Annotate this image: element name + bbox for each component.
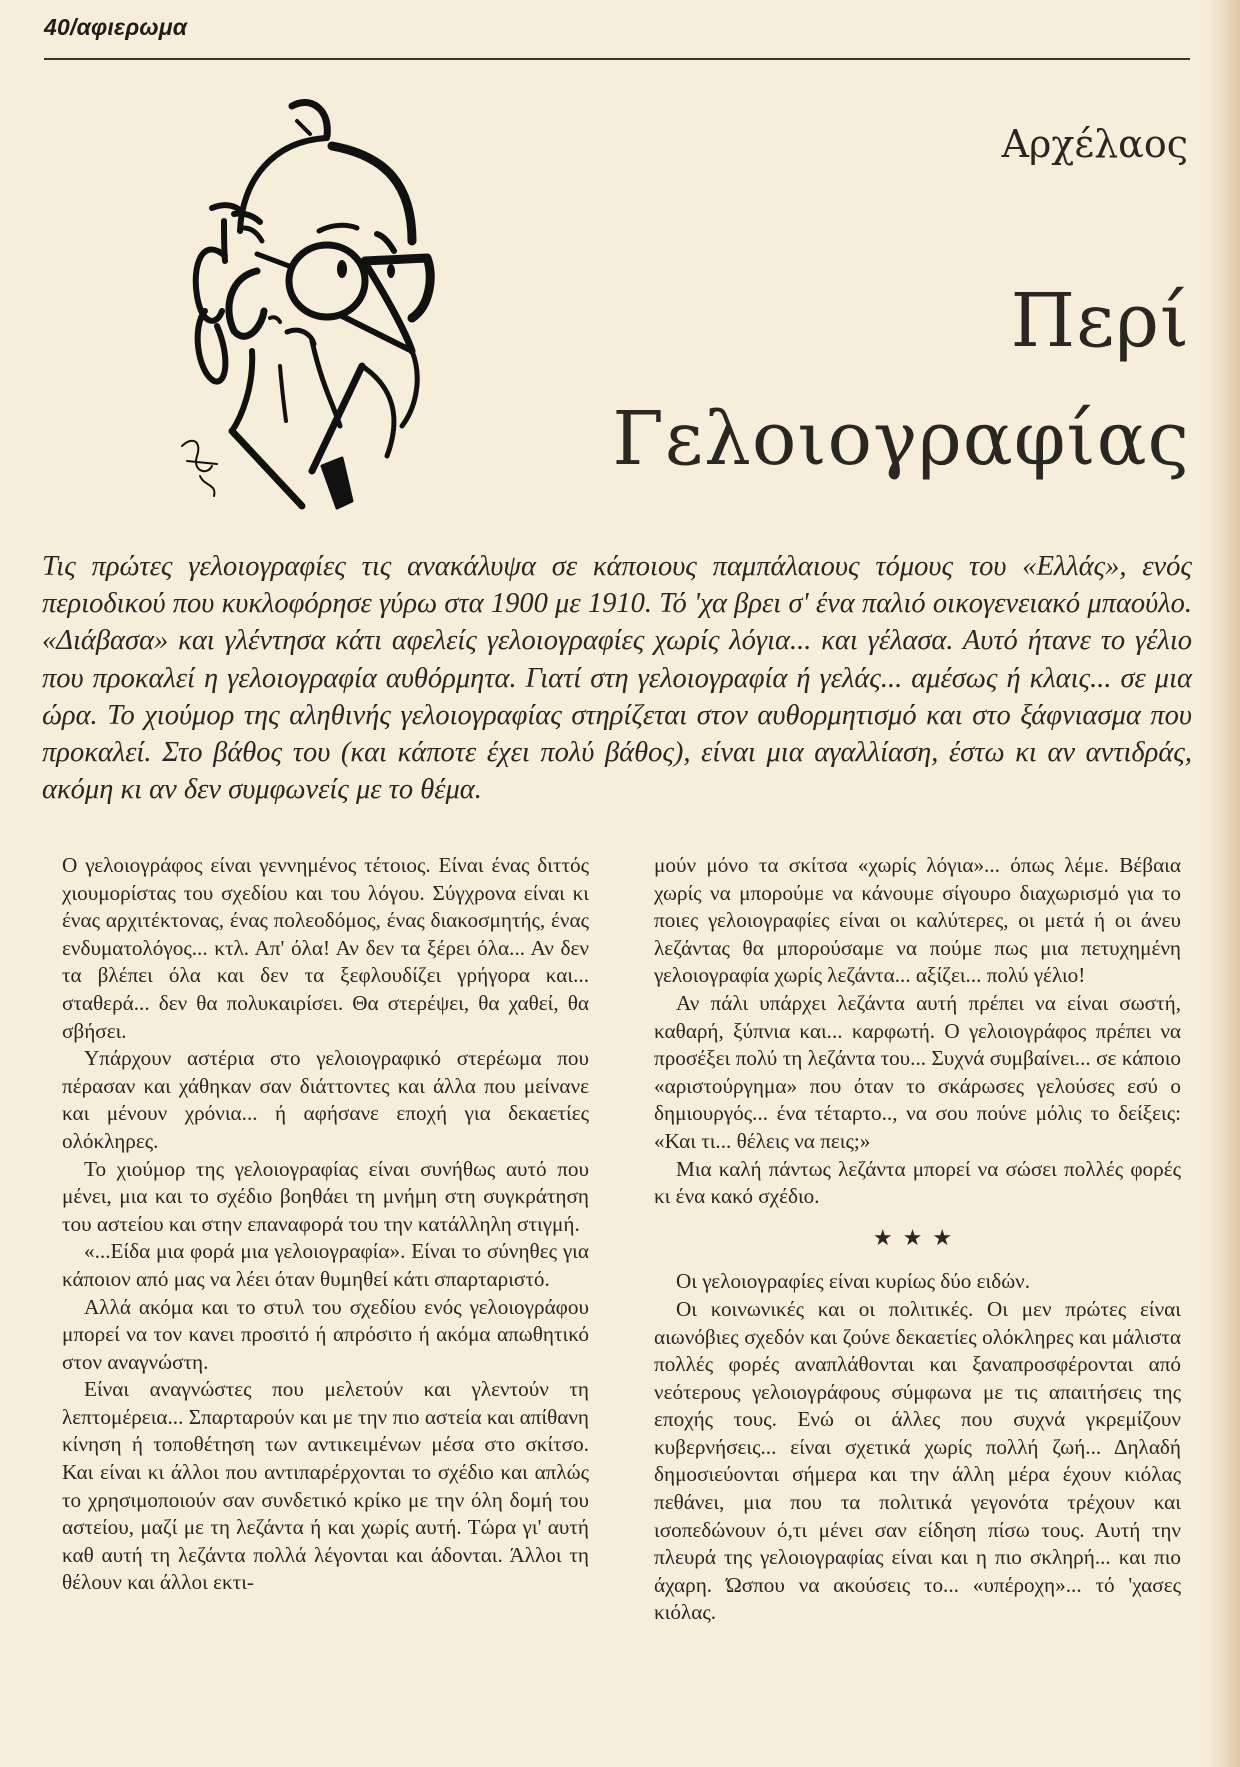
header-rule — [44, 58, 1190, 60]
paragraph: Υπάρχουν αστέρια στο γελοιογραφικό στερέωμα που πέρασαν και χάθηκαν σαν διάττοντες και άλλα που μείνανε και μένουν χρόνια... ή αφήσανε εποχή για δεκαετίες ολόκληρες. — [62, 1046, 589, 1153]
signature-icon — [182, 441, 217, 496]
caricature-illustration — [162, 86, 462, 536]
paragraph: Ο γελοιογράφος είναι γεννημένος τέτοιος. Είναι ένας διττός χιουμορίστας του σχεδίου και του λόγου. Σύγχρονα είναι κι ένας αρχιτέκτονας, ένας πολεοδόμος, ένας διακοσμητής, ένας ενδυματολόγος... κτλ. Απ' όλα! Αν δεν τα ξέρει όλα... Αν δεν τα βλέπει όλα και δεν τα ξεφλουδίζει γρήγορα και... σταθερά... δεν θα πολυκαιρίσει. Θα στερέψει, θα χαθεί, θα σβήσει. — [62, 853, 589, 1043]
glasses-icon — [289, 245, 365, 317]
section-label: 40/αφιερωμα — [44, 14, 188, 40]
paragraph: «...Είδα μια φορά μια γελοιογραφία». Είναι το σύνηθες για κάποιον από μας να λέει όταν θυμηθεί κάτι σπαρταριστό. — [62, 1239, 589, 1291]
paragraph: Μια καλή πάντως λεζάντα μπορεί να σώσει πολλές φορές κι ένα κακό σχέδιο. — [654, 1156, 1181, 1209]
paragraph: Το χιούμορ της γελοιογραφίας είναι συνήθως αυτό που μένει, μια και το σχέδιο βοηθάει τη μνήμη στη συγκράτηση του αστείου και στην επαναφορά του την κατάλληλη στιγμή. — [62, 1156, 589, 1236]
title-line-1: Περί — [1010, 278, 1190, 364]
paragraph: Οι γελοιογραφίες είναι κυρίως δύο ειδών. — [676, 1269, 1031, 1294]
article-title — [612, 262, 1190, 498]
body-column-right — [654, 852, 1181, 1627]
page-header — [44, 14, 1190, 41]
paragraph: μούν μόνο τα σκίτσα «χωρίς λόγια»... όπως λέμε. Βέβαια χωρίς να μπορούμε να κάνουμε σίγουρο διαχωρισμό για το ποιες γελοιογραφίες είναι οι καλύτερες, οι μετά ή οι άνευ λεζάντας θα μπορούσαμε να πούμε πως μια πετυχημένη γελοιογραφία χωρίς λεζάντα... αξίζει... πολύ γέλιο! — [654, 853, 1181, 988]
tie-icon — [322, 458, 352, 508]
section-break-stars-icon: ★★★ — [872, 1225, 963, 1251]
article-intro: Τις πρώτες γελοιογραφίες τις ανακάλυψα σε κάποιους παμπάλαιους τόμους του «Ελλάς», ενός περιοδικού που κυκλοφόρησε γύρω στα 1900 με 1910. Τό 'χα βρει σ' ένα παλιό οικογενειακό μπαούλο. «Διάβασα» και γλέντησα κάτι αφελείς γελοιογραφίες χωρίς λόγια... και γέλασα. Αυτό ήτανε το γέλιο που προκαλεί η γελοιογραφία αυθόρμητα. Γιατί στη γελοιογραφία ή γελάς... αμέσως ή κλαις... σε μια ώρα. Το χιούμορ της αληθινής γελοιογραφίας στηρίζεται στον αυθορμητισμό και στο ξάφνιασμα που προκαλεί. Στο βάθος του (και κάποτε έχει πολύ βάθος), είναι μια αγαλλίαση, έστω κι αν αντιδράς, ακόμη κι αν δεν συμφωνείς με το θέμα. — [42, 551, 1192, 806]
body-column-left — [62, 852, 589, 1597]
paragraph: Οι κοινωνικές και οι πολιτικές. Οι μεν πρώτες είναι αιωνόβιες σχεδόν και ζούνε δεκαετίες ολόκληρες και μάλιστα πολλές φορές αναπλάθονται και ξαναπροσφέρονται από νεότερους γελοιογράφους σύμφωνα με τις απαιτήσεις της εποχής τους. Ενώ οι άλλες που συχνά γκρεμίζουν κυβερνήσεις... είναι σχετικά χωρίς πολλή ζωή... Δηλαδή δημοσιεύονται σήμερα και την άλλη μέρα έχουν κιόλας πεθάνει, μια που τα πολιτικά γεγονότα τρέχουν και ισοπεδώνουν ό,τι μένει σαν είδηση πίσω τους. Αυτή την πλευρά της γελοιογραφίας είναι και η πιο σκληρή... και πιο άχαρη. Ώσπου να ακούσεις το... «υπέροχη»... τό 'χασες κιόλας. — [654, 1296, 1181, 1625]
paragraph: Αν πάλι υπάρχει λεζάντα αυτή πρέπει να είναι σωστή, καθαρή, ξύπνια και... καρφωτή. Ο γελοιογράφος πρέπει να προσέξει πολύ τη λεζάντα του... Συχνά συμβαίνει... σε κάποιο «αριστούργημα» που όταν το σκάρωσες γελούσες εσύ ο δημιουργός... ένα τέταρτο.., να σου πούνε μόλις το δείξεις: «Και τι... θέλεις να πεις;» — [654, 990, 1181, 1153]
paragraph: Αλλά ακόμα και το στυλ του σχεδίου ενός γελοιογράφου μπορεί να τον κανει προσιτό ή απρόσιτο ή ακόμα απωθητικό στον αναγνώστη. — [62, 1294, 589, 1374]
article-author: Αρχέλαος — [1001, 122, 1188, 166]
title-line-2: Γελοιογραφίας — [612, 396, 1190, 482]
paragraph: Είναι αναγνώστες που μελετούν και γλεντούν τη λεπτομέρεια... Σπαρταρούν και με την πιο αστεία και απίθανη κίνηση ή τοποθέτηση των αντικειμένων μέσα στο σκίτσο. Και είναι κι άλλοι που αντιπαρέρχονται το σχέδιο και απλώς το χρησιμοποιούν σαν συνδετικό κρίκο με την όλη δομή του αστείου, μαζί με τη λεζάντα ή και χωρίς αυτή. Τώρα γι' αυτή καθ αυτή τη λεζάντα πολλά λέγονται και άδονται. Άλλοι τη θέλουν και άλλοι εκτι- — [62, 1377, 589, 1595]
